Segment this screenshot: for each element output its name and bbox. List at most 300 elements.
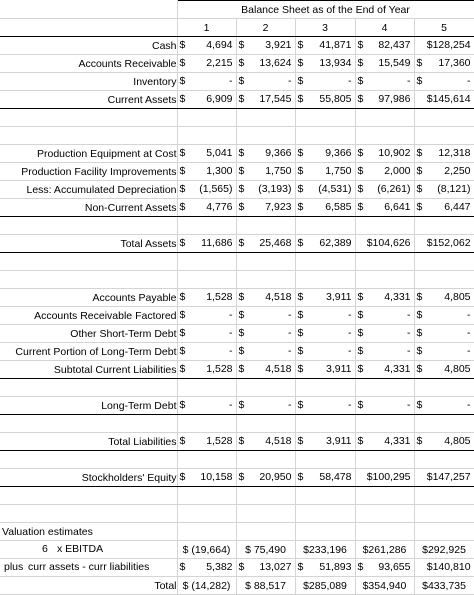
total-value[interactable]: $ (14,282) [177, 577, 236, 595]
row-label: Total Liabilities [0, 433, 177, 451]
blank-cell[interactable] [295, 271, 355, 289]
blank-cell[interactable] [236, 379, 295, 397]
value-amount: - [467, 75, 471, 87]
blank-cell[interactable] [177, 253, 236, 271]
value-amount: (1,565) [199, 183, 233, 195]
currency-symbol: $ [179, 183, 186, 195]
blank-cell[interactable] [355, 415, 414, 433]
currency-symbol: $ [179, 399, 186, 411]
value-cell[interactable] [355, 163, 414, 181]
value-cell[interactable] [414, 91, 474, 109]
blank-cell[interactable] [236, 451, 295, 469]
value-cell[interactable] [236, 289, 295, 307]
value-cell[interactable] [414, 397, 474, 415]
value-amount: $145,614 [426, 93, 471, 105]
blank-cell[interactable] [0, 19, 177, 37]
blank-cell[interactable] [414, 271, 474, 289]
blank-cell[interactable] [414, 379, 474, 397]
blank-cell[interactable] [236, 487, 295, 505]
value-cell[interactable] [177, 55, 236, 73]
value-amount: - [348, 327, 352, 339]
row-label: Total Assets [0, 235, 177, 253]
blank-cell[interactable] [0, 253, 177, 271]
value-amount: (4,531) [318, 183, 352, 195]
currency-symbol: $ [416, 183, 423, 195]
value-cell[interactable] [355, 343, 414, 361]
blank-cell[interactable] [0, 379, 177, 397]
ebitda-value[interactable]: $233,196 [295, 541, 355, 559]
value-cell[interactable] [236, 163, 295, 181]
value-amount: 13,624 [259, 57, 292, 69]
value-cell[interactable] [295, 37, 355, 55]
blank-cell[interactable] [236, 109, 295, 127]
currency-symbol: $ [297, 57, 304, 69]
value-cell[interactable] [295, 325, 355, 343]
value-cell[interactable] [355, 199, 414, 217]
blank-cell[interactable] [295, 523, 355, 541]
value-cell[interactable] [295, 289, 355, 307]
value-amount: 6,585 [325, 201, 352, 213]
value-amount: - [407, 345, 411, 357]
blank-cell[interactable] [177, 505, 236, 523]
value-cell[interactable] [236, 433, 295, 451]
blank-cell[interactable] [414, 451, 474, 469]
currency-symbol: $ [357, 165, 364, 177]
currency-symbol: $ [357, 39, 364, 51]
currency-symbol: $ [297, 183, 304, 195]
currency-symbol: $ [238, 183, 245, 195]
blank-cell[interactable] [414, 109, 474, 127]
value-cell[interactable] [355, 361, 414, 379]
value-cell[interactable] [414, 325, 474, 343]
blank-cell[interactable] [177, 271, 236, 289]
value-cell[interactable] [295, 397, 355, 415]
value-cell[interactable] [295, 433, 355, 451]
value-cell[interactable] [414, 433, 474, 451]
value-amount: 58,478 [319, 471, 352, 483]
value-cell[interactable] [236, 181, 295, 199]
blank-cell[interactable] [355, 523, 414, 541]
blank-cell[interactable] [236, 217, 295, 235]
blank-cell[interactable] [177, 451, 236, 469]
value-cell[interactable] [295, 343, 355, 361]
value-cell[interactable] [236, 397, 295, 415]
currency-symbol: $ [179, 309, 186, 321]
blank-cell[interactable] [355, 505, 414, 523]
value-cell[interactable] [414, 145, 474, 163]
currency-symbol: $ [297, 165, 304, 177]
blank-cell[interactable] [414, 253, 474, 271]
value-cell[interactable] [177, 433, 236, 451]
row-label: Current Portion of Long-Term Debt [0, 343, 177, 361]
currency-symbol: $ [179, 435, 186, 447]
value-cell[interactable] [177, 559, 236, 577]
value-amount: 62,389 [319, 237, 352, 249]
value-amount: - [467, 345, 471, 357]
value-cell[interactable] [295, 361, 355, 379]
value-cell[interactable] [295, 181, 355, 199]
currency-symbol: $ [238, 291, 245, 303]
blank-cell[interactable] [414, 505, 474, 523]
value-cell[interactable] [295, 145, 355, 163]
currency-symbol: $ [238, 57, 245, 69]
row-label: Stockholders' Equity [0, 469, 177, 487]
value-amount: (8,121) [437, 183, 471, 195]
blank-cell[interactable] [355, 253, 414, 271]
currency-symbol: $ [238, 399, 245, 411]
currency-symbol: $ [416, 399, 423, 411]
currency-symbol: $ [238, 39, 245, 51]
currency-symbol: $ [357, 327, 364, 339]
blank-cell[interactable] [236, 505, 295, 523]
currency-symbol: $ [297, 201, 304, 213]
currency-symbol: $ [297, 561, 304, 573]
value-cell[interactable] [177, 91, 236, 109]
blank-cell[interactable] [0, 217, 177, 235]
value-amount: 4,518 [265, 363, 292, 375]
value-cell[interactable] [414, 37, 474, 55]
total-value[interactable]: $433,735 [414, 577, 474, 595]
row-label: Non-Current Assets [0, 199, 177, 217]
blank-cell[interactable] [355, 127, 414, 145]
value-amount: $147,257 [426, 471, 471, 483]
value-amount: 4,776 [206, 201, 233, 213]
currency-symbol: $ [357, 309, 364, 321]
value-cell[interactable] [355, 145, 414, 163]
currency-symbol: $ [416, 363, 423, 375]
currency-symbol: $ [179, 147, 186, 159]
currency-symbol: $ [297, 309, 304, 321]
value-cell[interactable] [236, 37, 295, 55]
value-cell[interactable] [355, 433, 414, 451]
value-amount: $104,626 [366, 237, 411, 249]
value-cell[interactable] [177, 397, 236, 415]
value-cell[interactable] [177, 37, 236, 55]
value-cell[interactable] [355, 289, 414, 307]
value-amount: 4,694 [206, 39, 233, 51]
value-amount: 25,468 [259, 237, 292, 249]
currency-symbol: $ [357, 435, 364, 447]
value-cell[interactable] [414, 55, 474, 73]
currency-symbol: $ [416, 147, 423, 159]
value-cell[interactable] [177, 289, 236, 307]
blank-cell[interactable] [0, 109, 177, 127]
total-value[interactable]: $354,940 [355, 577, 414, 595]
value-amount: - [288, 399, 292, 411]
blank-cell[interactable] [295, 487, 355, 505]
value-amount: 6,641 [384, 201, 411, 213]
currency-symbol: $ [179, 561, 186, 573]
value-cell[interactable] [414, 343, 474, 361]
value-cell[interactable] [295, 91, 355, 109]
value-cell[interactable] [414, 235, 474, 253]
value-amount: 97,986 [378, 93, 411, 105]
blank-cell[interactable] [414, 487, 474, 505]
blank-cell[interactable] [295, 415, 355, 433]
value-amount: 2,215 [206, 57, 233, 69]
blank-cell[interactable] [295, 451, 355, 469]
value-amount: - [288, 309, 292, 321]
value-amount: 17,360 [438, 57, 471, 69]
blank-cell[interactable] [0, 271, 177, 289]
value-cell[interactable] [177, 73, 236, 91]
value-cell[interactable] [295, 559, 355, 577]
blank-cell[interactable] [0, 505, 177, 523]
blank-cell[interactable] [414, 415, 474, 433]
blank-cell[interactable] [414, 127, 474, 145]
value-cell[interactable] [236, 343, 295, 361]
currency-symbol: $ [357, 147, 364, 159]
blank-cell[interactable] [295, 217, 355, 235]
sheet-title: Balance Sheet as of the End of Year [177, 1, 474, 19]
value-cell[interactable] [236, 73, 295, 91]
value-amount: $152,062 [426, 237, 471, 249]
value-cell[interactable] [295, 55, 355, 73]
value-cell[interactable] [355, 91, 414, 109]
value-amount: - [348, 309, 352, 321]
blank-cell[interactable] [295, 505, 355, 523]
value-cell[interactable] [414, 199, 474, 217]
currency-symbol: $ [238, 237, 245, 249]
value-cell[interactable] [236, 559, 295, 577]
blank-cell[interactable] [0, 487, 177, 505]
currency-symbol: $ [238, 327, 245, 339]
year-header: 3 [295, 19, 355, 37]
value-amount: 9,366 [265, 147, 292, 159]
currency-symbol: $ [416, 327, 423, 339]
value-cell[interactable] [414, 289, 474, 307]
value-amount: 4,331 [384, 435, 411, 447]
value-amount: - [288, 75, 292, 87]
blank-cell[interactable] [236, 127, 295, 145]
value-amount: 4,805 [444, 291, 471, 303]
value-amount: 1,528 [206, 363, 233, 375]
blank-cell[interactable] [236, 415, 295, 433]
value-cell[interactable] [177, 235, 236, 253]
row-label: Accounts Receivable [0, 55, 177, 73]
total-value[interactable]: $ 88,517 [236, 577, 295, 595]
value-cell[interactable] [414, 307, 474, 325]
value-cell[interactable] [177, 325, 236, 343]
value-cell[interactable] [177, 361, 236, 379]
blank-cell[interactable] [414, 523, 474, 541]
value-cell[interactable] [355, 469, 414, 487]
blank-cell[interactable] [0, 127, 177, 145]
value-cell[interactable] [295, 199, 355, 217]
value-amount: - [348, 75, 352, 87]
value-cell[interactable] [177, 163, 236, 181]
value-amount: 1,528 [206, 291, 233, 303]
currency-symbol: $ [297, 327, 304, 339]
currency-symbol: $ [179, 93, 186, 105]
value-cell[interactable] [355, 73, 414, 91]
value-amount: $100,295 [366, 471, 411, 483]
blank-cell[interactable] [0, 1, 177, 19]
blank-cell[interactable] [414, 217, 474, 235]
value-amount: 9,366 [325, 147, 352, 159]
value-cell[interactable] [236, 199, 295, 217]
value-cell[interactable] [236, 235, 295, 253]
currency-symbol: $ [179, 471, 186, 483]
year-header: 2 [236, 19, 295, 37]
currency-symbol: $ [357, 561, 364, 573]
value-cell[interactable] [236, 325, 295, 343]
blank-cell[interactable] [177, 523, 236, 541]
currency-symbol: $ [238, 345, 245, 357]
ebitda-value[interactable]: $292,925 [414, 541, 474, 559]
value-cell[interactable] [295, 307, 355, 325]
blank-cell[interactable] [0, 415, 177, 433]
value-cell[interactable] [236, 91, 295, 109]
ebitda-value[interactable]: $ 75,490 [236, 541, 295, 559]
blank-cell[interactable] [355, 451, 414, 469]
ebitda-multiple: 6 [42, 543, 48, 555]
value-cell[interactable] [295, 163, 355, 181]
currency-symbol: $ [297, 363, 304, 375]
currency-symbol: $ [416, 75, 423, 87]
ebitda-multiple-cell[interactable] [0, 541, 177, 559]
value-cell[interactable] [414, 163, 474, 181]
blank-cell[interactable] [177, 217, 236, 235]
ebitda-value[interactable]: $ (19,664) [177, 541, 236, 559]
total-label: Total [0, 577, 177, 595]
blank-cell[interactable] [177, 487, 236, 505]
value-amount: 2,000 [384, 165, 411, 177]
blank-cell[interactable] [295, 109, 355, 127]
currency-symbol: $ [357, 57, 364, 69]
value-cell[interactable] [414, 181, 474, 199]
value-amount: 4,518 [265, 435, 292, 447]
value-amount: - [229, 399, 233, 411]
currency-symbol: $ [416, 291, 423, 303]
blank-cell[interactable] [0, 451, 177, 469]
row-label: Accounts Payable [0, 289, 177, 307]
total-value[interactable]: $285,089 [295, 577, 355, 595]
currency-symbol: $ [238, 75, 245, 87]
currency-symbol: $ [357, 345, 364, 357]
year-header: 1 [177, 19, 236, 37]
value-amount: 4,805 [444, 363, 471, 375]
curr-label-cell[interactable] [0, 559, 177, 577]
value-cell[interactable] [414, 73, 474, 91]
value-amount: - [229, 327, 233, 339]
value-cell[interactable] [236, 55, 295, 73]
value-cell[interactable] [414, 361, 474, 379]
blank-cell[interactable] [177, 127, 236, 145]
value-amount: 1,528 [206, 435, 233, 447]
currency-symbol: $ [179, 363, 186, 375]
value-cell[interactable] [355, 37, 414, 55]
blank-cell[interactable] [295, 379, 355, 397]
value-amount: - [407, 327, 411, 339]
value-amount: 2,250 [444, 165, 471, 177]
row-label: Long-Term Debt [0, 397, 177, 415]
value-cell[interactable] [236, 469, 295, 487]
value-cell[interactable] [355, 181, 414, 199]
value-cell[interactable] [355, 325, 414, 343]
value-amount: (3,193) [258, 183, 292, 195]
currency-symbol: $ [357, 201, 364, 213]
blank-cell[interactable] [355, 379, 414, 397]
row-label: Accounts Receivable Factored [0, 307, 177, 325]
value-cell[interactable] [177, 181, 236, 199]
value-amount: 13,027 [259, 561, 292, 573]
value-cell[interactable] [295, 73, 355, 91]
blank-cell[interactable] [355, 487, 414, 505]
blank-cell[interactable] [236, 271, 295, 289]
value-amount: 4,331 [384, 363, 411, 375]
value-cell[interactable] [295, 469, 355, 487]
currency-symbol: $ [179, 291, 186, 303]
blank-cell[interactable] [177, 109, 236, 127]
blank-cell[interactable] [355, 217, 414, 235]
value-amount: 5,382 [206, 561, 233, 573]
value-amount: 93,655 [378, 561, 411, 573]
value-cell[interactable] [295, 235, 355, 253]
blank-cell[interactable] [177, 415, 236, 433]
currency-symbol: $ [238, 309, 245, 321]
blank-cell[interactable] [355, 109, 414, 127]
value-cell[interactable] [355, 559, 414, 577]
currency-symbol: $ [238, 561, 245, 573]
value-amount: 3,911 [326, 435, 352, 447]
value-amount: 11,686 [201, 237, 233, 249]
blank-cell[interactable] [177, 379, 236, 397]
blank-cell[interactable] [236, 253, 295, 271]
year-header: 4 [355, 19, 414, 37]
value-cell[interactable] [236, 361, 295, 379]
value-amount: - [407, 309, 411, 321]
value-cell[interactable] [355, 397, 414, 415]
value-amount: - [229, 345, 233, 357]
value-amount: - [348, 345, 352, 357]
currency-symbol: $ [416, 345, 423, 357]
value-cell[interactable] [236, 307, 295, 325]
row-label: Current Assets [0, 91, 177, 109]
blank-cell[interactable] [295, 127, 355, 145]
currency-symbol: $ [297, 39, 304, 51]
value-amount: 5,041 [206, 147, 233, 159]
currency-symbol: $ [238, 471, 245, 483]
value-cell[interactable] [355, 235, 414, 253]
value-amount: 10,158 [200, 471, 233, 483]
currency-symbol: $ [416, 201, 423, 213]
value-cell[interactable] [414, 469, 474, 487]
value-cell[interactable] [177, 469, 236, 487]
currency-symbol: $ [297, 471, 304, 483]
currency-symbol: $ [238, 165, 245, 177]
blank-cell[interactable] [236, 523, 295, 541]
value-amount: 6,447 [444, 201, 471, 213]
value-amount: 20,950 [259, 471, 292, 483]
value-amount: (6,261) [377, 183, 411, 195]
value-cell[interactable] [177, 307, 236, 325]
value-cell[interactable] [177, 199, 236, 217]
currency-symbol: $ [179, 327, 186, 339]
blank-cell[interactable] [295, 253, 355, 271]
value-cell[interactable] [355, 307, 414, 325]
value-cell[interactable] [414, 559, 474, 577]
value-cell[interactable] [355, 55, 414, 73]
value-cell[interactable] [236, 145, 295, 163]
value-cell[interactable] [177, 145, 236, 163]
currency-symbol: $ [179, 345, 186, 357]
value-amount: 4,518 [265, 291, 292, 303]
value-amount: 3,921 [265, 39, 292, 51]
blank-cell[interactable] [355, 271, 414, 289]
value-cell[interactable] [177, 343, 236, 361]
ebitda-value[interactable]: $261,286 [355, 541, 414, 559]
